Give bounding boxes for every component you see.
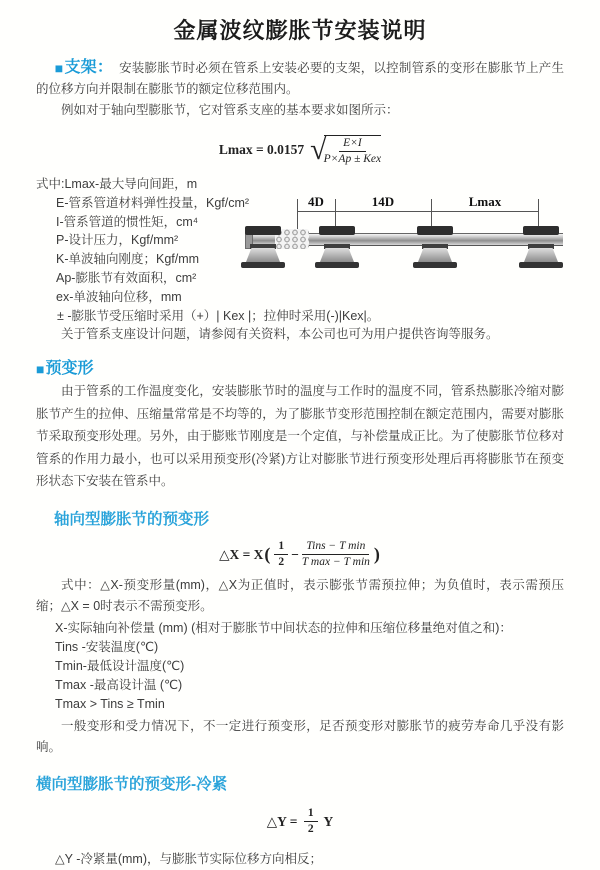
support-base [413,262,457,268]
support-section-heading: 支架： [64,59,114,76]
support-requirement-diagram [245,193,575,293]
support-pedestal [320,248,354,262]
half-denominator: 2 [307,823,314,836]
support-base [519,262,563,268]
support-pedestal [418,248,452,262]
definition-line: E-管系管道材料弹性投量，Kgf/cm² [56,195,250,210]
predeform-body-paragraph: 由于管系的工作温度变化，安装膨胀节时的温度与工作时的温度不同，管系热膨胀冷缩对膨胀节产生的拉伸、压缩量常常是不均等的，为了膨胀节变形范围控制在额定范围内，需要对膨胀节采取预变形处理。另外，由于膨账节刚度是一个定值，与补偿量成正比。为了使膨胀节位移对管系的作用力最小，也可以采用预变形(冷紧)方让对膨胀节进行预变形处理后再将膨胀节在预变形状态下安装在管系中。 [36,384,564,489]
definition-line: Tmin-最低设计温度(℃) [55,658,185,673]
section-marker-icon: ■ [36,361,45,378]
lmax-formula-numerator: E×I [339,137,366,152]
close-paren: ) [373,544,380,565]
definition-line: Ap-膨胀节有效面积，cm² [56,270,197,285]
support-clamp [523,226,559,235]
open-paren: ( [264,544,271,565]
pipe-guide-support [519,226,563,272]
support-base [241,262,285,268]
half-numerator: 1 [304,807,318,822]
definition-line: X-实际轴向补偿量 (mm) (相对于膨胀节中间状态的拉伸和压缩位移量绝对值之和)： [55,620,512,635]
dimension-label-lmax: Lmax [466,194,505,210]
support-clamp [417,226,453,235]
support-intro-text: 安装膨胀节时必须在管系上安装必要的支架，以控制管系的变形在膨胀节上产生的位移方向并限制在膨胀节的额定位移范围内。 [36,61,564,96]
half-denominator: 2 [278,556,285,569]
axial-where-line: 式中：△X-预变形量(mm)，△X为正值时，表示膨张节需预拉伸；为负值时，表示需预压缩；△X = 0时表示不需预变形。 [36,577,564,613]
temperature-denominator: T max − T min [301,556,370,569]
lateral-formula [36,804,564,840]
definition-line: I-管系管道的惯性矩，cm⁴ [56,214,199,229]
definition-line: Tins -安装温度(℃) [55,639,159,654]
support-section-paragraph [36,57,564,100]
section-marker-icon: ■ [54,60,64,76]
pipe-anchor-support [241,226,285,272]
support-clamp [319,226,355,235]
definition-line: K-单波轴向刚度；Kgf/mm [56,252,200,267]
support-base [315,262,359,268]
pipe-guide-support [315,226,359,272]
where-first: Lmax-最大导向间距，m [64,177,198,191]
support-pedestal [246,248,280,262]
radical-sign-icon: √ [310,133,327,166]
dimension-label-14d: 14D [369,194,397,210]
sqrt-radical [310,135,381,166]
dimension-line [297,211,538,212]
lateral-subheading: 横向型膨胀节的预变形-冷紧 [36,775,228,793]
temperature-numerator: Tins − T min [302,540,369,555]
predeform-section-heading: 预变形 [45,360,94,378]
one-half-fraction [304,807,318,836]
temperature-fraction [302,540,370,569]
consult-line: 关于管系支座设计问题，请参阅有关资料，本公司也可为用户提供咨询等服务。 [61,327,499,342]
lmax-formula [36,131,564,169]
support-pedestal [524,248,558,262]
pipe-guide-support [413,226,457,272]
axial-note-line: 一般变形和受力情况下，不一定进行预变形，足否预变形对膨胀节的疲劳寿命几乎没有影响。 [36,718,564,754]
definition-line: P-设计压力，Kgf/mm² [56,233,179,248]
plusminus-rule-line: ± -膨胀节受压缩时采用（+）| Kex |；拉伸时采用(-)|Kex|。 [57,308,380,323]
predeform-section-heading-line [36,358,564,380]
lateral-formula-lhs: △Y = [266,813,301,829]
lateral-formula-rhs: Y [320,813,334,829]
half-numerator: 1 [274,540,288,555]
support-clamp [245,226,281,235]
lmax-formula-fraction [324,135,382,166]
axial-formula [36,535,564,575]
axial-subheading: 轴向型膨胀节的预变形 [54,510,210,528]
minus-sign: − [291,546,299,562]
one-half-fraction [274,540,288,569]
dimension-label-4d: 4D [305,194,327,210]
definition-line: Tmax -最高设计温 (℃) [55,677,183,692]
definition-line [36,175,564,194]
page-title: 金属波纹膨胀节安装说明 [173,18,427,43]
definition-line: Tmax > Tins ≥ Tmin [55,696,165,711]
lmax-formula-denominator: P×Ap ± Kex [323,152,382,165]
axial-formula-lhs: △X = X [219,546,264,562]
axial-variable-definitions [55,619,564,714]
support-example-line: 例如对于轴向型膨胀节，它对管系支座的基本要求如图所示： [61,103,399,117]
where-prefix: 式中: [36,177,65,191]
lmax-formula-lhs: Lmax = 0.0157 [218,142,305,157]
lateral-note-line: △Y -冷紧量(mm)，与膨胀节实际位移方向相反； [55,851,323,866]
definition-line: ex-单波轴向位移，mm [56,289,182,304]
